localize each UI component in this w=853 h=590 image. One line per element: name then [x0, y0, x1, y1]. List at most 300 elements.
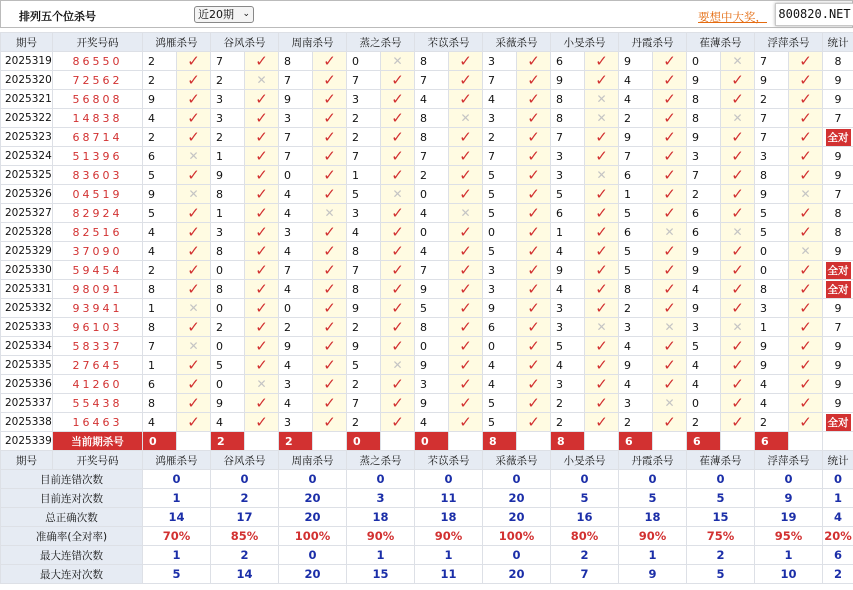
result-cell	[653, 147, 687, 166]
kill-value: 1	[143, 356, 177, 375]
result-cell	[449, 318, 483, 337]
cross-icon: ✕	[732, 320, 743, 334]
result-cell	[721, 166, 755, 185]
kill-value: 3	[483, 109, 517, 128]
table-row	[1, 71, 853, 90]
kill-value: 2	[755, 90, 789, 109]
period-cell: 2025333	[1, 318, 53, 337]
summary-label: 最大连对次数	[1, 565, 143, 584]
result-cell	[449, 299, 483, 318]
result-cell	[721, 337, 755, 356]
cross-icon: ✕	[392, 358, 403, 372]
summary-value: 20	[279, 565, 347, 584]
kill-value: 3	[347, 90, 381, 109]
kill-value: 2	[483, 128, 517, 147]
check-icon: ✓	[391, 393, 404, 412]
result-cell	[789, 242, 823, 261]
check-icon: ✓	[187, 412, 200, 431]
summary-value: 0	[687, 470, 755, 489]
check-icon: ✓	[527, 165, 540, 184]
kill-value: 9	[551, 261, 585, 280]
kill-value: 2	[619, 109, 653, 128]
result-cell	[245, 394, 279, 413]
result-cell	[177, 356, 211, 375]
result-cell	[177, 109, 211, 128]
check-icon: ✓	[731, 393, 744, 412]
period-cell: 2025328	[1, 223, 53, 242]
col-expert: 周南杀号	[279, 33, 347, 52]
check-icon: ✓	[255, 317, 268, 336]
result-cell	[381, 280, 415, 299]
current-blank	[177, 432, 211, 451]
period-cell: 2025322	[1, 109, 53, 128]
summary-value: 20	[483, 489, 551, 508]
result-cell	[245, 185, 279, 204]
kill-value: 3	[483, 52, 517, 71]
cross-icon: ✕	[664, 320, 675, 334]
kill-value: 7	[687, 166, 721, 185]
cross-icon: ✕	[460, 111, 471, 125]
period-cell: 2025334	[1, 337, 53, 356]
check-icon: ✓	[391, 89, 404, 108]
current-stat	[823, 432, 853, 451]
result-cell	[653, 52, 687, 71]
period-select-value: 近20期	[198, 8, 234, 21]
kill-value: 0	[415, 337, 449, 356]
result-cell	[313, 223, 347, 242]
check-icon: ✓	[731, 260, 744, 279]
check-icon: ✓	[459, 355, 472, 374]
kill-value: 5	[483, 204, 517, 223]
result-cell	[245, 413, 279, 432]
check-icon: ✓	[255, 260, 268, 279]
table-row	[1, 413, 853, 432]
kill-value: 9	[619, 128, 653, 147]
check-icon: ✓	[595, 222, 608, 241]
result-cell	[177, 223, 211, 242]
summary-value: 15	[687, 508, 755, 527]
kill-value: 7	[415, 147, 449, 166]
result-cell	[177, 375, 211, 394]
result-cell	[721, 299, 755, 318]
check-icon: ✓	[799, 355, 812, 374]
check-icon: ✓	[595, 127, 608, 146]
result-cell	[721, 185, 755, 204]
kill-value: 7	[755, 128, 789, 147]
table-row	[1, 52, 853, 71]
kill-value: 0	[211, 337, 245, 356]
result-cell	[585, 223, 619, 242]
check-icon: ✓	[595, 412, 608, 431]
summary-value: 17	[211, 508, 279, 527]
result-cell	[789, 204, 823, 223]
row-stat-value: 8	[834, 54, 842, 68]
kill-value: 5	[143, 204, 177, 223]
table-row	[1, 147, 853, 166]
result-cell	[313, 261, 347, 280]
check-icon: ✓	[799, 374, 812, 393]
summary-value: 100%	[483, 527, 551, 546]
summary-value: 0	[483, 470, 551, 489]
summary-value: 20%	[823, 527, 853, 546]
table-row	[1, 128, 853, 147]
result-cell	[381, 261, 415, 280]
check-icon: ✓	[323, 374, 336, 393]
kill-value: 7	[551, 128, 585, 147]
result-cell	[381, 356, 415, 375]
row-stat	[823, 413, 853, 432]
kill-value: 9	[687, 128, 721, 147]
summary-value: 10	[755, 565, 823, 584]
kill-value: 9	[415, 280, 449, 299]
period-select[interactable]	[194, 6, 254, 23]
result-cell	[653, 261, 687, 280]
check-icon: ✓	[255, 108, 268, 127]
cross-icon: ✕	[392, 187, 403, 201]
kill-value: 9	[347, 299, 381, 318]
result-cell	[721, 147, 755, 166]
period-cell: 2025321	[1, 90, 53, 109]
col-period: 期号	[1, 451, 53, 470]
check-icon: ✓	[527, 203, 540, 222]
check-icon: ✓	[323, 393, 336, 412]
promo-link[interactable]: 要想中大奖，	[698, 10, 767, 24]
check-icon: ✓	[799, 317, 812, 336]
kill-value: 8	[279, 52, 313, 71]
summary-row	[1, 546, 853, 565]
check-icon: ✓	[663, 298, 676, 317]
cross-icon: ✕	[188, 339, 199, 353]
cross-icon: ✕	[188, 301, 199, 315]
check-icon: ✓	[187, 203, 200, 222]
kill-value: 0	[687, 52, 721, 71]
kill-value: 4	[755, 375, 789, 394]
result-cell	[721, 109, 755, 128]
check-icon: ✓	[595, 51, 608, 70]
kill-value: 0	[755, 242, 789, 261]
kill-value: 1	[211, 204, 245, 223]
current-blank	[381, 432, 415, 451]
check-icon: ✓	[187, 393, 200, 412]
result-cell	[449, 185, 483, 204]
row-stat	[823, 71, 853, 90]
result-cell	[789, 356, 823, 375]
kill-value: 4	[619, 337, 653, 356]
check-icon: ✓	[459, 89, 472, 108]
kill-value: 4	[687, 375, 721, 394]
result-cell	[653, 375, 687, 394]
result-cell	[721, 242, 755, 261]
check-icon: ✓	[527, 374, 540, 393]
summary-value: 14	[143, 508, 211, 527]
check-icon: ✓	[527, 317, 540, 336]
current-blank	[245, 432, 279, 451]
check-icon: ✓	[459, 374, 472, 393]
kill-value: 8	[415, 52, 449, 71]
result-cell	[245, 52, 279, 71]
kill-value: 9	[755, 356, 789, 375]
check-icon: ✓	[459, 412, 472, 431]
check-icon: ✓	[187, 127, 200, 146]
summary-row	[1, 565, 853, 584]
result-cell	[313, 280, 347, 299]
kill-value: 4	[551, 280, 585, 299]
current-blank	[313, 432, 347, 451]
result-cell	[313, 375, 347, 394]
draw-number: 51396	[53, 147, 143, 166]
table-row	[1, 337, 853, 356]
result-cell	[789, 52, 823, 71]
check-icon: ✓	[255, 298, 268, 317]
check-icon: ✓	[459, 146, 472, 165]
kill-value: 3	[619, 394, 653, 413]
result-cell	[245, 109, 279, 128]
check-icon: ✓	[595, 298, 608, 317]
result-cell	[721, 71, 755, 90]
result-cell	[789, 90, 823, 109]
summary-row	[1, 527, 853, 546]
check-icon: ✓	[391, 336, 404, 355]
period-cell: 2025330	[1, 261, 53, 280]
cross-icon: ✕	[460, 206, 471, 220]
row-stat-value: 9	[834, 73, 842, 87]
summary-value: 0	[415, 470, 483, 489]
draw-number: 98091	[53, 280, 143, 299]
kill-value: 1	[755, 318, 789, 337]
check-icon: ✓	[187, 51, 200, 70]
result-cell	[449, 166, 483, 185]
result-cell	[449, 261, 483, 280]
kill-value: 8	[551, 109, 585, 128]
check-icon: ✓	[391, 317, 404, 336]
result-cell	[313, 71, 347, 90]
kill-value: 8	[687, 109, 721, 128]
kill-value: 0	[687, 394, 721, 413]
kill-value: 7	[143, 337, 177, 356]
kill-value: 0	[483, 337, 517, 356]
kill-value: 7	[347, 147, 381, 166]
check-icon: ✓	[391, 165, 404, 184]
check-icon: ✓	[323, 89, 336, 108]
check-icon: ✓	[663, 355, 676, 374]
check-icon: ✓	[731, 374, 744, 393]
period-cell: 2025337	[1, 394, 53, 413]
table-row	[1, 261, 853, 280]
summary-value: 19	[755, 508, 823, 527]
check-icon: ✓	[255, 184, 268, 203]
kill-value: 1	[347, 166, 381, 185]
check-icon: ✓	[459, 165, 472, 184]
check-icon: ✓	[663, 146, 676, 165]
kill-value: 4	[347, 223, 381, 242]
kill-value: 1	[551, 223, 585, 242]
current-kill: 6	[687, 432, 721, 451]
result-cell	[449, 90, 483, 109]
check-icon: ✓	[187, 260, 200, 279]
row-stat-value: 9	[834, 377, 842, 391]
result-cell	[585, 90, 619, 109]
summary-value: 0	[823, 470, 853, 489]
check-icon: ✓	[663, 108, 676, 127]
kill-value: 2	[551, 413, 585, 432]
check-icon: ✓	[663, 260, 676, 279]
kill-value: 4	[415, 90, 449, 109]
check-icon: ✓	[459, 127, 472, 146]
check-icon: ✓	[391, 203, 404, 222]
check-icon: ✓	[255, 279, 268, 298]
kill-value: 3	[279, 413, 313, 432]
check-icon: ✓	[799, 412, 812, 431]
result-cell	[517, 242, 551, 261]
result-cell	[449, 128, 483, 147]
current-blank	[789, 432, 823, 451]
row-stat	[823, 109, 853, 128]
result-cell	[449, 71, 483, 90]
kill-value: 9	[347, 337, 381, 356]
kill-value: 5	[211, 356, 245, 375]
check-icon: ✓	[187, 374, 200, 393]
check-icon: ✓	[527, 279, 540, 298]
col-expert: 谷风杀号	[211, 451, 279, 470]
result-cell	[517, 204, 551, 223]
result-cell	[177, 299, 211, 318]
table-row	[1, 280, 853, 299]
kill-value: 2	[143, 71, 177, 90]
check-icon: ✓	[255, 89, 268, 108]
check-icon: ✓	[459, 298, 472, 317]
summary-value: 1	[619, 546, 687, 565]
result-cell	[313, 318, 347, 337]
kill-value: 3	[551, 318, 585, 337]
result-cell	[653, 394, 687, 413]
summary-value: 6	[823, 546, 853, 565]
kill-value: 0	[755, 261, 789, 280]
kill-value: 5	[347, 185, 381, 204]
result-cell	[517, 280, 551, 299]
table-row	[1, 394, 853, 413]
result-cell	[177, 166, 211, 185]
check-icon: ✓	[595, 336, 608, 355]
kill-value: 9	[687, 242, 721, 261]
check-icon: ✓	[663, 412, 676, 431]
draw-number: 68714	[53, 128, 143, 147]
result-cell	[585, 147, 619, 166]
kill-value: 9	[415, 394, 449, 413]
check-icon: ✓	[595, 203, 608, 222]
kill-value: 2	[755, 413, 789, 432]
kill-value: 3	[619, 318, 653, 337]
table-row	[1, 356, 853, 375]
kill-value: 4	[143, 223, 177, 242]
result-cell	[517, 394, 551, 413]
result-cell	[381, 128, 415, 147]
check-icon: ✓	[323, 70, 336, 89]
kill-value: 4	[279, 394, 313, 413]
kill-value: 7	[483, 147, 517, 166]
result-cell	[653, 356, 687, 375]
check-icon: ✓	[187, 165, 200, 184]
result-cell	[313, 90, 347, 109]
col-expert: 萑薄杀号	[687, 33, 755, 52]
check-icon: ✓	[731, 298, 744, 317]
row-stat	[823, 318, 853, 337]
kill-value: 8	[211, 280, 245, 299]
current-kill: 0	[143, 432, 177, 451]
kill-value: 5	[483, 394, 517, 413]
draw-number: 59454	[53, 261, 143, 280]
draw-number: 55438	[53, 394, 143, 413]
kill-value: 8	[143, 318, 177, 337]
col-expert: 周南杀号	[279, 451, 347, 470]
result-cell	[313, 147, 347, 166]
check-icon: ✓	[527, 355, 540, 374]
cross-icon: ✕	[596, 92, 607, 106]
kill-value: 5	[619, 204, 653, 223]
result-cell	[313, 109, 347, 128]
summary-value: 0	[347, 470, 415, 489]
check-icon: ✓	[527, 298, 540, 317]
result-cell	[245, 204, 279, 223]
result-cell	[245, 299, 279, 318]
kill-value: 9	[687, 299, 721, 318]
col-expert: 采薇杀号	[483, 33, 551, 52]
result-cell	[721, 280, 755, 299]
kill-value: 9	[619, 356, 653, 375]
result-cell	[585, 337, 619, 356]
check-icon: ✓	[731, 127, 744, 146]
result-cell	[313, 299, 347, 318]
row-stat	[823, 52, 853, 71]
result-cell	[381, 394, 415, 413]
result-cell	[585, 71, 619, 90]
kill-value: 9	[211, 166, 245, 185]
check-icon: ✓	[527, 146, 540, 165]
row-stat	[823, 147, 853, 166]
site-badge: 800820.NET	[775, 3, 853, 26]
summary-label: 目前连错次数	[1, 470, 143, 489]
kill-value: 9	[143, 185, 177, 204]
result-cell	[517, 109, 551, 128]
summary-value: 1	[347, 546, 415, 565]
check-icon: ✓	[187, 222, 200, 241]
row-stat-value: 全对	[826, 129, 851, 146]
result-cell	[381, 185, 415, 204]
check-icon: ✓	[391, 127, 404, 146]
check-icon: ✓	[459, 393, 472, 412]
check-icon: ✓	[391, 298, 404, 317]
kill-value: 0	[415, 185, 449, 204]
kill-value: 7	[279, 128, 313, 147]
result-cell	[449, 356, 483, 375]
kill-value: 4	[619, 90, 653, 109]
kill-value: 5	[619, 242, 653, 261]
check-icon: ✓	[663, 203, 676, 222]
period-cell: 2025326	[1, 185, 53, 204]
check-icon: ✓	[595, 279, 608, 298]
check-icon: ✓	[663, 279, 676, 298]
summary-value: 2	[823, 565, 853, 584]
draw-number: 14838	[53, 109, 143, 128]
kill-value: 1	[143, 299, 177, 318]
kill-value: 7	[755, 52, 789, 71]
kill-value: 4	[143, 413, 177, 432]
summary-value: 80%	[551, 527, 619, 546]
check-icon: ✓	[527, 336, 540, 355]
kill-value: 3	[551, 147, 585, 166]
kill-value: 4	[279, 242, 313, 261]
kill-value: 6	[687, 223, 721, 242]
summary-value: 5	[687, 565, 755, 584]
